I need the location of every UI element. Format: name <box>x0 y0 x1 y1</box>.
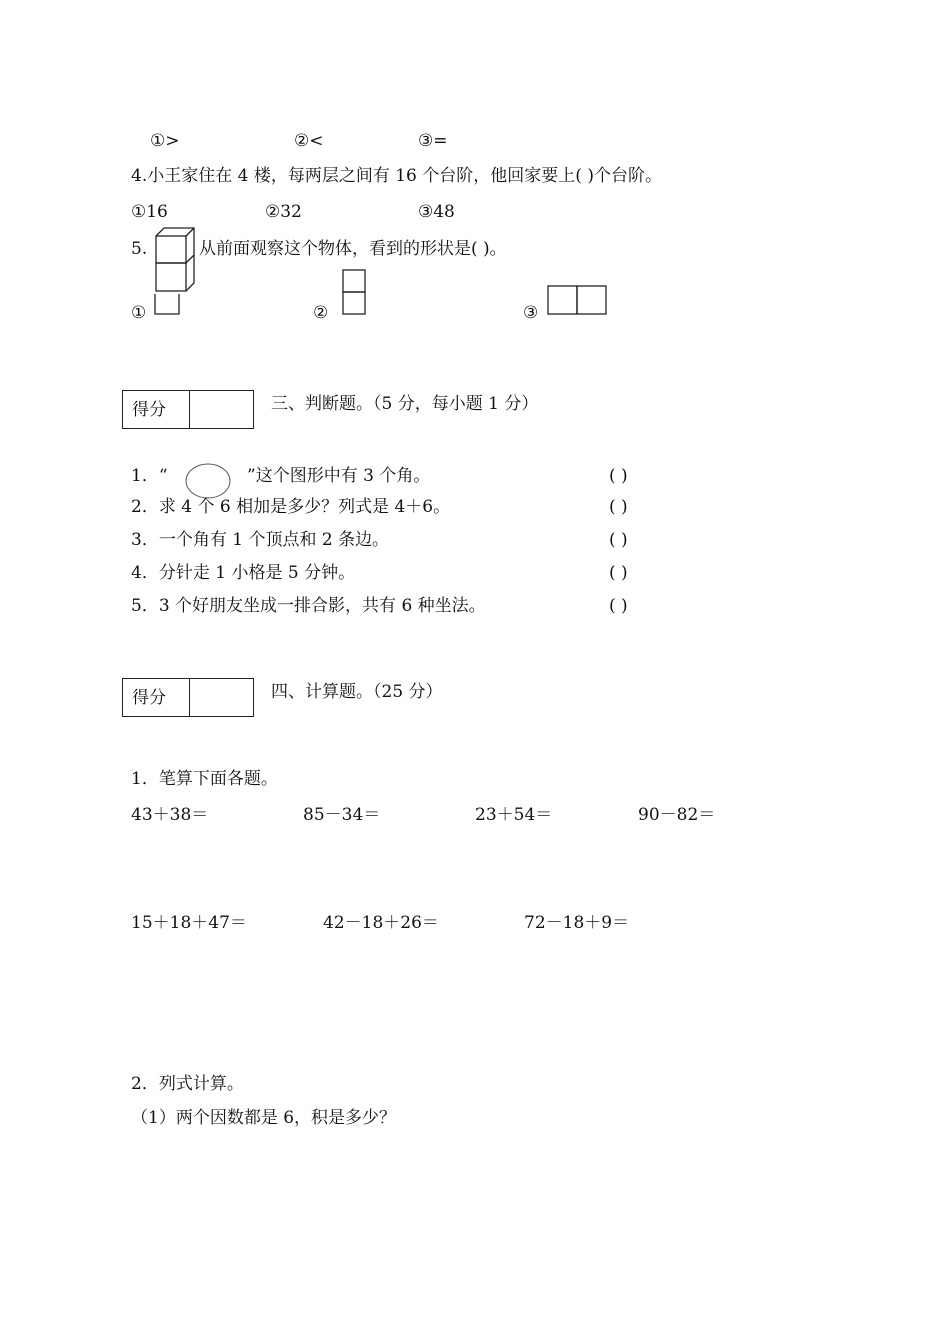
calc-row2-item1: 15＋18＋47＝ <box>131 913 247 933</box>
q4-option-2: ②32 <box>265 202 302 222</box>
q4-option-1: ①16 <box>131 202 168 222</box>
s3-item2-answer: ( ) <box>609 497 628 517</box>
q5-option-3-label: ③ <box>523 303 539 323</box>
s3-item3-answer: ( ) <box>609 530 628 550</box>
s3-item1-post: ”这个图形中有 3 个角。 <box>247 466 431 486</box>
q4-text: 4.小王家住在 4 楼，每两层之间有 16 个台阶，他回家要上( )个台阶。 <box>131 166 662 186</box>
s4-sub2-q1: （1）两个因数都是 6，积是多少？ <box>131 1108 397 1128</box>
score-label: 得分 <box>132 688 166 708</box>
calc-row2-item3: 72－18＋9＝ <box>524 913 630 933</box>
score-box-section4 <box>122 678 254 717</box>
calc-row1-item2: 85－34＝ <box>303 805 381 825</box>
s3-item1-pre: 1．“ <box>131 466 168 486</box>
q4-option-3: ③48 <box>418 202 455 222</box>
section4-title: 四、计算题。（25 分） <box>271 682 443 702</box>
q3-option-2: ②< <box>294 131 324 151</box>
score-divider <box>189 391 190 428</box>
q3-option-3: ③= <box>418 131 448 151</box>
option-3-shape <box>546 284 610 318</box>
s3-item4: 4．分针走 1 小格是 5 分钟。 <box>131 563 356 583</box>
q5-text: 从前面观察这个物体，看到的形状是( )。 <box>199 239 507 259</box>
s4-sub2: 2．列式计算。 <box>131 1074 244 1094</box>
section3-title: 三、判断题。（5 分，每小题 1 分） <box>271 394 539 414</box>
s3-item1-answer: ( ) <box>609 466 628 486</box>
s3-item4-answer: ( ) <box>609 563 628 583</box>
s3-item5: 5．3 个好朋友坐成一排合影，共有 6 种坐法。 <box>131 596 486 616</box>
score-divider <box>189 679 190 716</box>
option-1-shape <box>153 294 183 316</box>
calc-row1-item3: 23＋54＝ <box>475 805 553 825</box>
stacked-cubes-figure <box>154 226 196 294</box>
calc-row2-item2: 42－18＋26＝ <box>323 913 439 933</box>
q5-number: 5. <box>131 239 148 259</box>
q3-option-1: ①> <box>150 131 180 151</box>
option-2-shape <box>341 268 369 318</box>
q5-option-2-label: ② <box>313 303 329 323</box>
s4-sub1: 1．笔算下面各题。 <box>131 769 278 789</box>
s3-item5-answer: ( ) <box>609 596 628 616</box>
s3-item3: 3．一个角有 1 个顶点和 2 条边。 <box>131 530 390 550</box>
score-label: 得分 <box>132 400 166 420</box>
s3-item2: 2．求 4 个 6 相加是多少？列式是 4＋6。 <box>131 497 451 517</box>
q5-option-1-label: ① <box>131 303 147 323</box>
score-box-section3 <box>122 390 254 429</box>
calc-row1-item1: 43＋38＝ <box>131 805 209 825</box>
calc-row1-item4: 90－82＝ <box>638 805 716 825</box>
